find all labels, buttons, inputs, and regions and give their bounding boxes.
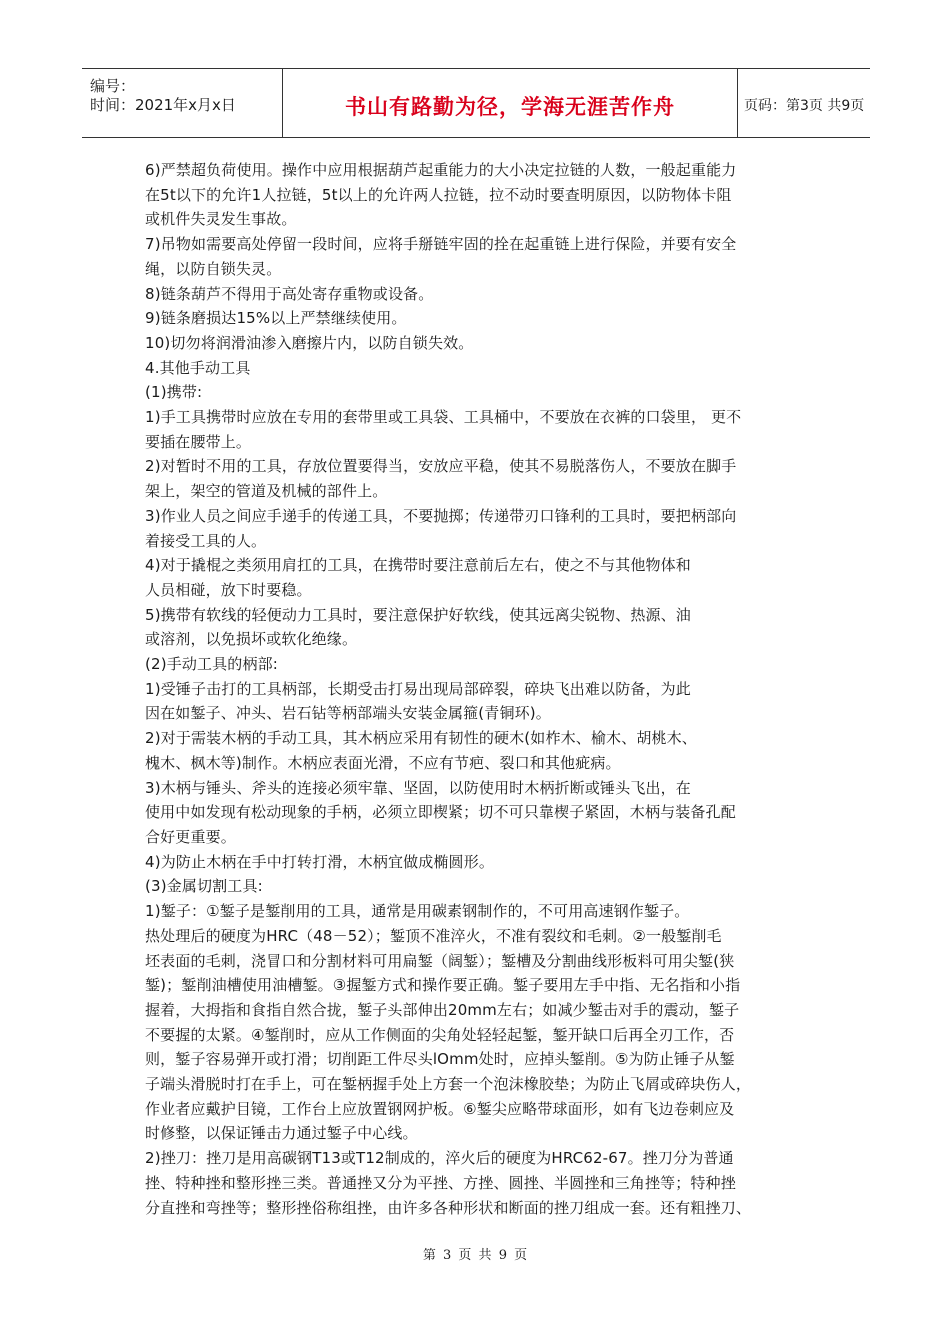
header-motto-cell [283,69,738,137]
body-text-line: 时修整，以保证锤击力通过錾子中心线。 [145,1124,418,1143]
body-text-line: 热处理后的硬度为HRC（48－52）；錾顶不准淬火，不准有裂纹和毛刺。②一般錾削毛 [145,926,722,945]
body-text-line: 合好更重要。 [145,827,236,846]
page-header [82,68,870,138]
body-text-line: 因在如錾子、冲头、岩石钻等柄部端头安装金属箍(青铜环)。 [145,704,551,723]
body-text-line: 錾)；錾削油槽使用油槽錾。③握錾方式和操作要正确。錾子要用左手中指、无名指和小指 [145,976,741,995]
body-text-line: 3)作业人员之间应手递手的传递工具，不要抛掷；传递带刃口锋利的工具时，要把柄部向 [145,506,737,525]
body-text-line: 架上，架空的管道及机械的部件上。 [145,482,388,501]
body-text-line: 2)对于需装木柄的手动工具，其木柄应采用有韧性的硬木(如柞木、榆木、胡桃木、 [145,729,697,748]
document-number-label: 编号： [90,77,136,95]
body-text-line: (2)手动工具的柄部: [145,655,278,674]
body-text-line: 7)吊物如需要高处停留一段时间，应将手掰链牢固的拴在起重链上进行保险，并要有安全 [145,235,737,254]
body-text-line: 或溶剂，以免损坏或软化绝缘。 [145,630,358,649]
document-body [145,158,815,1220]
body-text-line: 4)对于撬棍之类须用肩扛的工具，在携带时要注意前后左右，使之不与其他物体和 [145,556,691,575]
body-text-line: 绳，以防自锁失灵。 [145,259,282,278]
body-text-line: 3)木柄与锤头、斧头的连接必须牢靠、坚固，以防使用时木柄折断或锤头飞出，在 [145,778,691,797]
body-text-line: (1)携带: [145,383,203,402]
body-text-line: 要插在腰带上。 [145,432,252,451]
body-text-line: 着接受工具的人。 [145,531,267,550]
body-text-line: 人员相碰，放下时要稳。 [145,580,312,599]
body-text-line: 使用中如发现有松动现象的手柄，必须立即楔紧；切不可只靠楔子紧固，木柄与装备孔配 [145,803,736,822]
body-text-line: 挫、特种挫和整形挫三类。普通挫又分为平挫、方挫、圆挫、半圆挫和三角挫等；特种挫 [145,1173,736,1192]
header-page-number: 页码：第3页 共9页 [744,98,865,114]
header-page-cell [738,69,870,137]
body-text-line: 1)錾子：①錾子是錾削用的工具，通常是用碳素钢制作的，不可用高速钢作錾子。 [145,902,690,921]
document-time-label: 时间：2021年x月x日 [90,96,236,114]
body-text-line: 槐木、枫木等)制作。木柄应表面光滑，不应有节疤、裂口和其他疵病。 [145,753,621,772]
body-text-line: 10)切勿将润滑油渗入磨擦片内，以防自锁失效。 [145,333,474,352]
body-text-line: 4.其他手动工具 [145,358,251,377]
body-text-line: 握着，大拇指和食指自然合拢，錾子头部伸出20mm左右；如减少錾击对手的震动，錾子 [145,1000,740,1019]
body-text-line: 6)严禁超负荷使用。操作中应用根据葫芦起重能力的大小决定拉链的人数，一般起重能力 [145,161,737,179]
body-text-line: (3)金属切割工具: [145,877,263,896]
header-info-cell [82,69,283,137]
body-text-line: 坯表面的毛刺，浇冒口和分割材料可用扁錾（阔錾）；錾槽及分割曲线形板料可用尖錾(狭 [145,951,735,970]
body-text-line: 1)手工具携带时应放在专用的套带里或工具袋、工具桶中，不要放在衣裤的口袋里， 更不 [145,408,742,427]
body-text-line: 9)链条磨损达15%以上严禁继续使用。 [145,309,407,328]
body-text-line: 不要握的太紧。④錾削时，应从工作侧面的尖角处轻轻起錾，錾开缺口后再全刃工作，否 [145,1025,735,1044]
body-text-line: 2)挫刀：挫刀是用高碳钢T13或T12制成的，淬火后的硬度为HRC62-67。挫刀分为普通 [145,1149,734,1168]
body-text-line: 子端头滑脱时打在手上，可在錾柄握手处上方套一个泡沫橡胶垫；为防止飞屑或碎块伤人， [145,1075,752,1094]
body-text-line: 5)携带有软线的轻便动力工具时，要注意保护好软线，使其远离尖锐物、热源、油 [145,605,691,624]
body-text-line: 8)链条葫芦不得用于高处寄存重物或设备。 [145,284,434,303]
body-text-line: 1)受锤子击打的工具柄部，长期受击打易出现局部碎裂，碎块飞出难以防备，为此 [145,679,691,698]
body-text-line: 则，錾子容易弹开或打滑；切削距工件尽头lOmm处时，应掉头錾削。⑤为防止锤子从錾 [145,1050,735,1069]
body-text-line: 在5t以下的允许1人拉链，5t以上的允许两人拉链，拉不动时要查明原因，以防物体卡阻 [145,185,732,204]
body-text-line: 分直挫和弯挫等；整形挫俗称组挫，由许多各种形状和断面的挫刀组成一套。还有粗挫刀、 [145,1198,752,1217]
body-text-line: 作业者应戴护目镜，工作台上应放置钢网护板。⑥錾尖应略带球面形，如有飞边卷刺应及 [145,1099,735,1118]
header-motto: 书山有路勤为径，学海无涯苦作舟 [345,95,675,119]
body-text-line: 4)为防止木柄在手中打转打滑，木柄宜做成椭圆形。 [145,852,494,871]
body-text-line: 或机件失灵发生事故。 [145,210,297,229]
body-text-line: 2)对暂时不用的工具，存放位置要得当，安放应平稳，使其不易脱落伤人，不要放在脚手 [145,457,737,476]
page-footer: 第 3 页 共 9 页 [422,1248,528,1263]
